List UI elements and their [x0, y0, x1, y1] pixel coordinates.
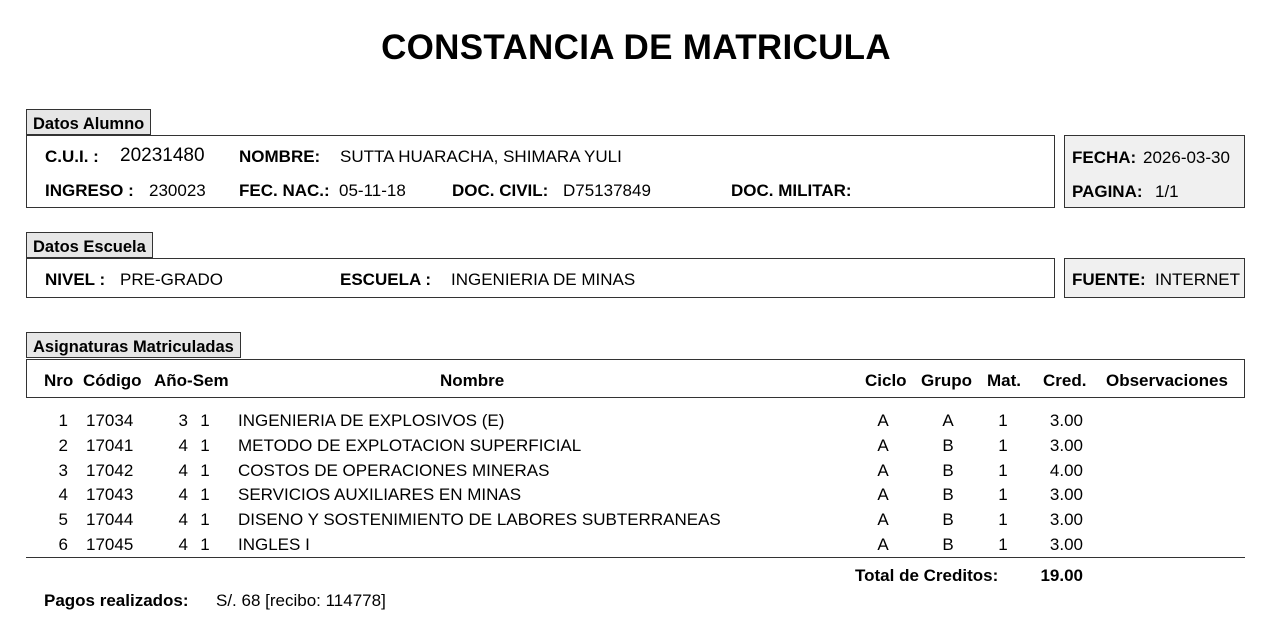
cell-sem: 1 [200, 510, 210, 530]
nombre-label: NOMBRE: [239, 147, 321, 166]
cell-grupo: B [942, 460, 954, 480]
cui-label: C.U.I. : [45, 147, 99, 166]
cell-grupo: B [942, 535, 954, 554]
cell-mat: 1 [998, 435, 1008, 455]
cell-ciclo: A [877, 485, 889, 505]
pagos-value: S/. 68 [recibo: 114778] [216, 591, 386, 610]
cell-mat: 1 [998, 485, 1008, 505]
cell-nombre: DISENO Y SOSTENIMIENTO DE LABORES SUBTERRANEAS [238, 510, 721, 530]
col-header-mat: Mat. [987, 371, 1021, 390]
cui-value: 20231480 [120, 145, 205, 166]
col-header-nombre: Nombre [440, 371, 505, 390]
ingreso-value: 230023 [149, 181, 206, 200]
asignaturas-header [26, 359, 1245, 398]
fecha-label: FECHA: [1072, 148, 1137, 167]
doccivil-value: D75137849 [563, 181, 651, 200]
col-header-observaciones: Observaciones [1106, 371, 1228, 390]
cell-nombre: INGENIERIA DE EXPLOSIVOS (E) [238, 411, 505, 430]
cell-ciclo: A [877, 460, 889, 480]
cell-nro: 4 [58, 485, 68, 505]
col-header-ciclo: Ciclo [865, 371, 907, 390]
cell-sem: 1 [200, 485, 210, 505]
cell-sem: 1 [200, 535, 210, 554]
cell-nombre: COSTOS DE OPERACIONES MINERAS [238, 460, 550, 480]
docmilitar-label: DOC. MILITAR: [731, 181, 852, 200]
cell-grupo: B [942, 435, 954, 455]
cell-codigo: 17045 [86, 535, 134, 554]
nivel-label: NIVEL : [45, 270, 106, 289]
col-header-nro: Nro [44, 371, 74, 390]
cell-mat: 1 [998, 535, 1008, 554]
col-header-codigo: Código [83, 371, 142, 390]
fecnac-label: FEC. NAC.: [239, 181, 330, 200]
cell-ciclo: A [877, 510, 889, 530]
col-header-grupo: Grupo [921, 371, 972, 390]
col-header-anosem: Año-Sem [154, 371, 229, 390]
datos-alumno-box [26, 135, 1055, 208]
cell-sem: 1 [200, 411, 210, 430]
cell-cred: 4.00 [1049, 460, 1083, 480]
section-tab-asignaturas: Asignaturas Matriculadas [26, 332, 241, 358]
pagina-value: 1/1 [1155, 182, 1179, 201]
col-header-cred: Cred. [1043, 371, 1087, 390]
nivel-value: PRE-GRADO [120, 270, 223, 289]
cell-cred: 3.00 [1049, 435, 1083, 455]
cell-nro: 1 [58, 411, 68, 430]
cell-sem: 1 [200, 460, 210, 480]
cell-cred: 3.00 [1049, 510, 1083, 530]
cell-nro: 6 [58, 535, 68, 554]
ingreso-label: INGRESO : [45, 181, 134, 200]
datos-escuela-box [26, 258, 1055, 298]
fuente-value: INTERNET [1155, 270, 1240, 289]
escuela-value: INGENIERIA DE MINAS [451, 270, 636, 289]
fecha-box [1064, 135, 1245, 208]
escuela-label: ESCUELA : [340, 270, 431, 289]
cell-nombre: SERVICIOS AUXILIARES EN MINAS [238, 485, 522, 505]
cell-nro: 3 [58, 460, 68, 480]
page-title: CONSTANCIA DE MATRICULA [381, 28, 891, 67]
cell-nombre: INGLES I [238, 535, 310, 554]
cell-nombre: METODO DE EXPLOTACION SUPERFICIAL [238, 435, 582, 455]
cell-sem: 1 [200, 435, 210, 455]
table-bottom-rule [26, 557, 1245, 558]
cell-mat: 1 [998, 460, 1008, 480]
pagos-label: Pagos realizados: [44, 591, 189, 610]
fecha-value: 2026-03-30 [1143, 148, 1230, 167]
cell-codigo: 17043 [86, 485, 134, 505]
pagina-label: PAGINA: [1072, 182, 1143, 201]
cell-cred: 3.00 [1049, 485, 1083, 505]
fuente-box [1064, 258, 1245, 298]
cell-codigo: 17044 [86, 510, 134, 530]
cell-grupo: A [942, 411, 954, 430]
total-creditos-label: Total de Creditos: [855, 566, 999, 585]
fecnac-value: 05-11-18 [339, 181, 406, 200]
cell-ano: 4 [178, 460, 188, 480]
doccivil-label: DOC. CIVIL: [452, 181, 549, 200]
cell-ano: 4 [178, 510, 188, 530]
cell-codigo: 17034 [86, 411, 134, 430]
section-tab-datos-alumno: Datos Alumno [26, 109, 151, 135]
cell-mat: 1 [998, 411, 1008, 430]
section-tab-datos-escuela: Datos Escuela [26, 232, 153, 258]
cell-cred: 3.00 [1049, 535, 1083, 554]
fuente-label: FUENTE: [1072, 270, 1146, 289]
cell-nro: 5 [58, 510, 68, 530]
cell-codigo: 17041 [86, 435, 134, 455]
total-creditos-value: 19.00 [1040, 566, 1083, 585]
cell-cred: 3.00 [1049, 411, 1083, 430]
cell-ciclo: A [877, 411, 889, 430]
nombre-value: SUTTA HUARACHA, SHIMARA YULI [340, 147, 622, 166]
cell-grupo: B [942, 485, 954, 505]
cell-ano: 3 [178, 411, 188, 430]
cell-ciclo: A [877, 535, 889, 554]
cell-mat: 1 [998, 510, 1008, 530]
cell-ano: 4 [178, 485, 188, 505]
cell-ciclo: A [877, 435, 889, 455]
cell-nro: 2 [58, 435, 68, 455]
cell-ano: 4 [178, 535, 188, 554]
cell-codigo: 17042 [86, 460, 134, 480]
cell-ano: 4 [178, 435, 188, 455]
cell-grupo: B [942, 510, 954, 530]
